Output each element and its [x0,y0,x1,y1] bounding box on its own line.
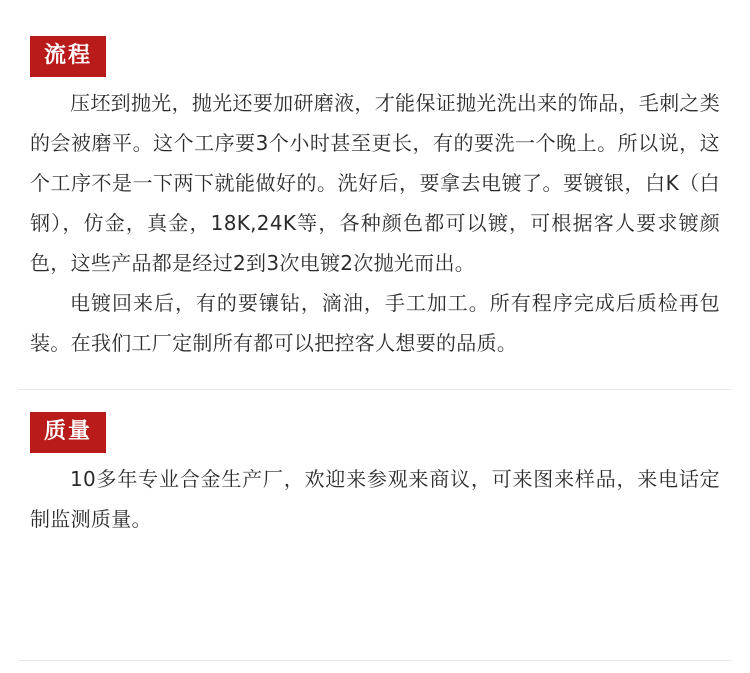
bottom-divider [18,660,732,661]
top-spacer [0,0,750,14]
bottom-divider-wrap [0,660,750,661]
section-process-header [30,14,720,83]
section-process [0,14,750,363]
paragraph: 10多年专业合金生产厂，欢迎来参观来商议，可来图来样品，来电话定制监测质量。 [30,467,720,531]
section-quality-badge: 质量 [30,412,106,453]
process-bottom-gap [0,363,750,389]
section-quality [0,390,750,539]
section-quality-body [30,459,720,539]
paragraph: 电镀回来后，有的要镶钻，滴油，手工加工。所有程序完成后质检再包装。在我们工厂定制所有都可以把控客人想要的品质。 [30,291,720,355]
paragraph: 压坯到抛光，抛光还要加研磨液，才能保证抛光洗出来的饰品，毛刺之类的会被磨平。这个工序要3个小时甚至更长，有的要洗一个晚上。所以说，这个工序不是一下两下就能做好的。洗好后，要拿去电镀了。要镀银，白K（白钢），仿金，真金，18K,24K等，各种颜色都可以镀，可根据客人要求镀颜色，这些产品都是经过2到3次电镀2次抛光而出。 [30,91,720,275]
section-quality-header [30,390,720,459]
section-process-badge: 流程 [30,36,106,77]
section-process-body [30,83,720,363]
